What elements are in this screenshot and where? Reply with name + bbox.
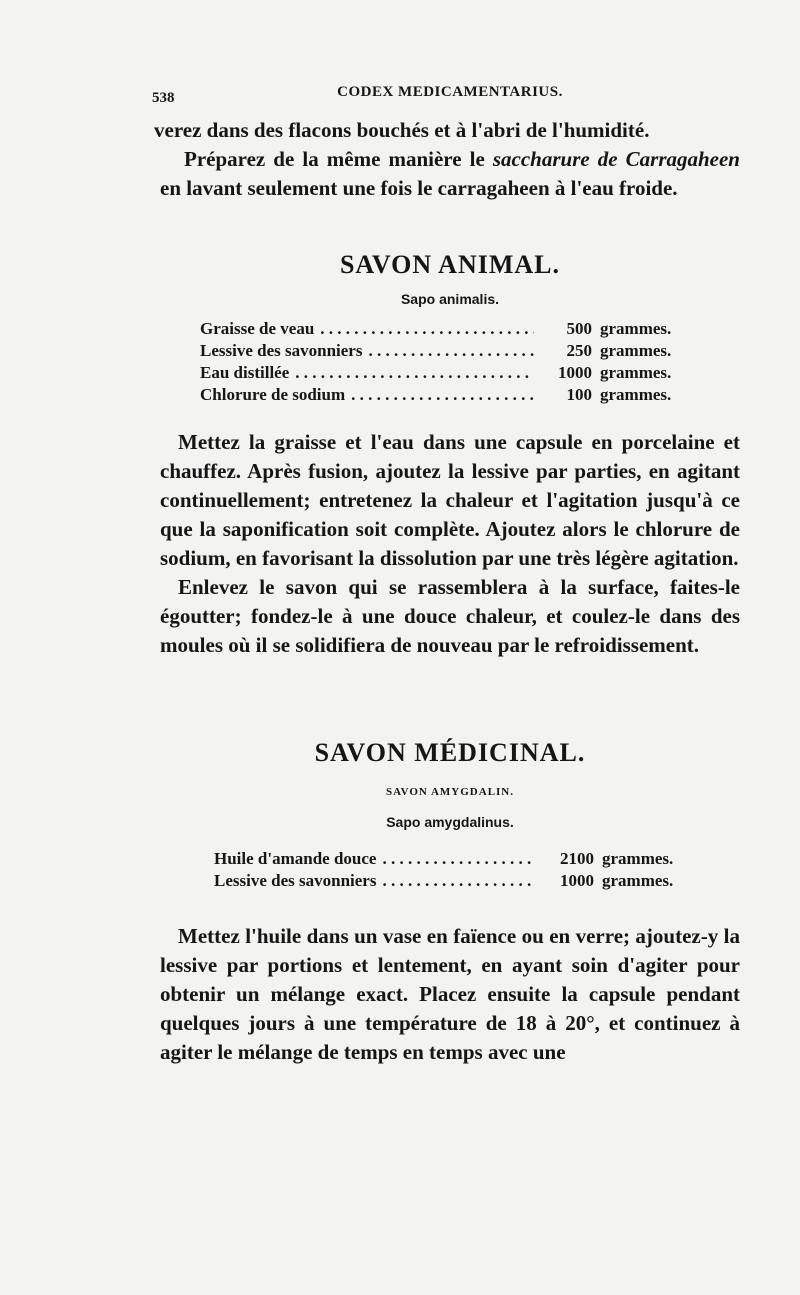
paragraph: Enlevez le savon qui se rassemblera à la surface, faites-le égoutter; fondez-le à une douce chaleur, et coulez-le dans des moules où il se solidifiera de nouveau par le refroidissement. xyxy=(160,575,740,657)
heading-savon-medicinal: SAVON MÉDICINAL. xyxy=(314,738,586,767)
latin-sapo-amygdalinus: Sapo amygdalinus. xyxy=(386,814,514,830)
alt-name-savon-amygdalin: SAVON AMYGDALIN. xyxy=(385,786,515,798)
ingredient-row: Eau distillée . . . 1000 grammes. xyxy=(200,362,700,384)
savon-animal-text xyxy=(160,428,740,660)
paragraph: Mettez la graisse et l'eau dans une capsule en porcelaine et chauffez. Après fusion, ajoutez la lessive par parties, en agitant continuellement; entretenez la chaleur et l'agitation jusqu'à ce que la saponification soit complète. Ajoutez alors le chlorure de sodium, en favorisant la dissolution par une très légère agitation. xyxy=(160,430,740,570)
savon-medicinal-text xyxy=(160,922,740,1067)
recipe-savon-animal xyxy=(200,318,700,406)
latin-sapo-animalis: Sapo animalis. xyxy=(400,291,500,307)
ingredient-row: Lessive des savonniers . . . 250 grammes. xyxy=(200,340,700,362)
recipe-savon-medicinal xyxy=(214,848,702,892)
running-title: CODEX MEDICAMENTARIUS. xyxy=(337,84,563,100)
ingredient-row: Lessive des savonniers . . . 1000 grammes. xyxy=(214,870,702,892)
ingredient-row: Chlorure de sodium . . . 100 grammes. xyxy=(200,384,700,406)
saccharure-italic: saccharure de Carragaheen xyxy=(492,147,740,171)
page-number: 538 xyxy=(152,90,175,106)
intro-text xyxy=(154,116,740,203)
intro-line: verez dans des flacons bouchés et à l'abri de l'humidité. xyxy=(154,118,650,142)
intro-paragraph: Préparez de la même manière le saccharure de Carragaheen en lavant seulement une fois le carragaheen à l'eau froide. xyxy=(160,147,740,200)
ingredient-row: Huile d'amande douce . . . 2100 grammes. xyxy=(214,848,702,870)
paragraph: Mettez l'huile dans un vase en faïence ou en verre; ajoutez-y la lessive par portions et lentement, en ayant soin d'agiter pour obtenir un mélange exact. Placez ensuite la capsule pendant quelques jours à une température de 18 à 20°, et continuez à agiter le mélange de temps en temps avec une xyxy=(160,924,740,1064)
ingredient-row: Graisse de veau . . . 500 grammes. xyxy=(200,318,700,340)
heading-savon-animal: SAVON ANIMAL. xyxy=(339,250,561,279)
